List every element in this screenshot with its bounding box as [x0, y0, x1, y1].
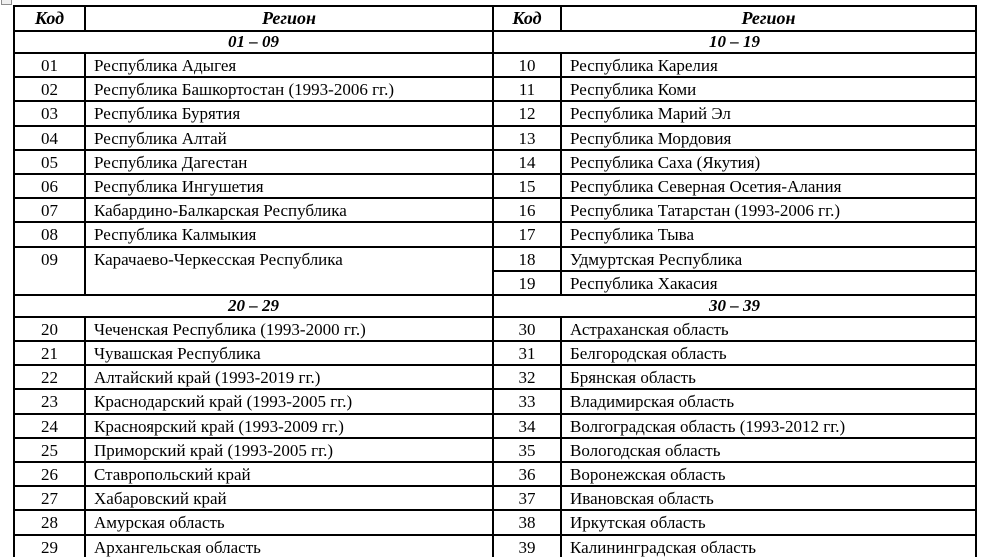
- region-name-cell: Владимирская область: [561, 389, 976, 413]
- column-header-region-right: Регион: [561, 6, 976, 31]
- region-code-cell: 38: [493, 510, 561, 534]
- region-name-cell: Ставропольский край: [85, 462, 493, 486]
- region-name-cell: Волгоградская область (1993-2012 гг.): [561, 414, 976, 438]
- region-name-cell: Республика Дагестан: [85, 150, 493, 174]
- table-row: [14, 222, 976, 246]
- region-name-cell: Белгородская область: [561, 341, 976, 365]
- region-name-cell: Карачаево-Черкесская Республика: [85, 247, 493, 295]
- table-row: [14, 317, 976, 341]
- table-row: [14, 150, 976, 174]
- table-row: [14, 414, 976, 438]
- table-row: [14, 486, 976, 510]
- region-code-cell: 33: [493, 389, 561, 413]
- region-code-cell: 37: [493, 486, 561, 510]
- region-name-cell: Астраханская область: [561, 317, 976, 341]
- region-name-cell: Удмуртская Республика: [561, 247, 976, 271]
- table-row: [14, 198, 976, 222]
- region-code-cell: 05: [14, 150, 85, 174]
- region-code-cell: 08: [14, 222, 85, 246]
- region-codes-table: [13, 5, 977, 557]
- table-move-handle-icon[interactable]: [1, 0, 12, 5]
- region-code-cell: 03: [14, 101, 85, 125]
- region-name-cell: Ивановская область: [561, 486, 976, 510]
- region-name-cell: Амурская область: [85, 510, 493, 534]
- section-range-header: 30 – 39: [493, 295, 976, 317]
- region-name-cell: Республика Ингушетия: [85, 174, 493, 198]
- region-name-cell: Республика Хакасия: [561, 271, 976, 295]
- region-name-cell: Вологодская область: [561, 438, 976, 462]
- region-code-cell: 09: [14, 247, 85, 295]
- table-header-row: [14, 6, 976, 31]
- section-range-header: 01 – 09: [14, 31, 493, 53]
- table-row: [14, 53, 976, 77]
- region-name-cell: Красноярский край (1993-2009 гг.): [85, 414, 493, 438]
- region-name-cell: Республика Саха (Якутия): [561, 150, 976, 174]
- region-name-cell: Краснодарский край (1993-2005 гг.): [85, 389, 493, 413]
- region-code-cell: 26: [14, 462, 85, 486]
- section-header-row: [14, 31, 976, 53]
- table-row: [14, 438, 976, 462]
- region-code-cell: 12: [493, 101, 561, 125]
- table-row: [14, 126, 976, 150]
- region-code-cell: 29: [14, 535, 85, 557]
- region-name-cell: Воронежская область: [561, 462, 976, 486]
- table-row: [14, 77, 976, 101]
- column-header-region-left: Регион: [85, 6, 493, 31]
- region-name-cell: Хабаровский край: [85, 486, 493, 510]
- region-code-cell: 31: [493, 341, 561, 365]
- region-code-cell: 18: [493, 247, 561, 271]
- region-code-cell: 24: [14, 414, 85, 438]
- region-name-cell: Республика Адыгея: [85, 53, 493, 77]
- column-header-code-right: Код: [493, 6, 561, 31]
- table-body: [14, 31, 976, 557]
- region-code-cell: 20: [14, 317, 85, 341]
- table-row: [14, 247, 976, 271]
- region-code-cell: 39: [493, 535, 561, 557]
- region-code-cell: 17: [493, 222, 561, 246]
- region-code-cell: 11: [493, 77, 561, 101]
- region-code-cell: 13: [493, 126, 561, 150]
- region-code-cell: 23: [14, 389, 85, 413]
- region-code-cell: 14: [493, 150, 561, 174]
- region-code-cell: 01: [14, 53, 85, 77]
- region-code-cell: 02: [14, 77, 85, 101]
- region-name-cell: Архангельская область: [85, 535, 493, 557]
- table-row: [14, 462, 976, 486]
- region-name-cell: Республика Северная Осетия-Алания: [561, 174, 976, 198]
- region-code-cell: 34: [493, 414, 561, 438]
- region-code-cell: 07: [14, 198, 85, 222]
- table-row: [14, 389, 976, 413]
- column-header-code-left: Код: [14, 6, 85, 31]
- region-code-cell: 30: [493, 317, 561, 341]
- region-code-cell: 27: [14, 486, 85, 510]
- table-row: [14, 341, 976, 365]
- region-name-cell: Республика Калмыкия: [85, 222, 493, 246]
- section-range-header: 20 – 29: [14, 295, 493, 317]
- table-row: [14, 510, 976, 534]
- section-header-row: [14, 295, 976, 317]
- region-name-cell: Чеченская Республика (1993-2000 гг.): [85, 317, 493, 341]
- region-name-cell: Брянская область: [561, 365, 976, 389]
- section-range-header: 10 – 19: [493, 31, 976, 53]
- table-row: [14, 174, 976, 198]
- region-code-cell: 32: [493, 365, 561, 389]
- region-code-cell: 15: [493, 174, 561, 198]
- region-name-cell: Приморский край (1993-2005 гг.): [85, 438, 493, 462]
- region-name-cell: Республика Татарстан (1993-2006 гг.): [561, 198, 976, 222]
- region-code-cell: 36: [493, 462, 561, 486]
- table-row: [14, 365, 976, 389]
- region-code-cell: 10: [493, 53, 561, 77]
- region-name-cell: Республика Алтай: [85, 126, 493, 150]
- region-code-cell: 19: [493, 271, 561, 295]
- region-name-cell: Республика Карелия: [561, 53, 976, 77]
- region-code-cell: 22: [14, 365, 85, 389]
- region-code-cell: 28: [14, 510, 85, 534]
- region-name-cell: Иркутская область: [561, 510, 976, 534]
- region-name-cell: Алтайский край (1993-2019 гг.): [85, 365, 493, 389]
- region-code-cell: 06: [14, 174, 85, 198]
- region-name-cell: Республика Башкортостан (1993-2006 гг.): [85, 77, 493, 101]
- region-name-cell: Республика Тыва: [561, 222, 976, 246]
- table-row: [14, 101, 976, 125]
- region-name-cell: Республика Коми: [561, 77, 976, 101]
- region-code-cell: 21: [14, 341, 85, 365]
- region-name-cell: Калининградская область: [561, 535, 976, 557]
- region-code-cell: 35: [493, 438, 561, 462]
- region-name-cell: Кабардино-Балкарская Республика: [85, 198, 493, 222]
- region-name-cell: Чувашская Республика: [85, 341, 493, 365]
- region-code-cell: 04: [14, 126, 85, 150]
- table-row: [14, 535, 976, 557]
- region-code-cell: 25: [14, 438, 85, 462]
- region-code-cell: 16: [493, 198, 561, 222]
- region-name-cell: Республика Марий Эл: [561, 101, 976, 125]
- region-name-cell: Республика Бурятия: [85, 101, 493, 125]
- region-name-cell: Республика Мордовия: [561, 126, 976, 150]
